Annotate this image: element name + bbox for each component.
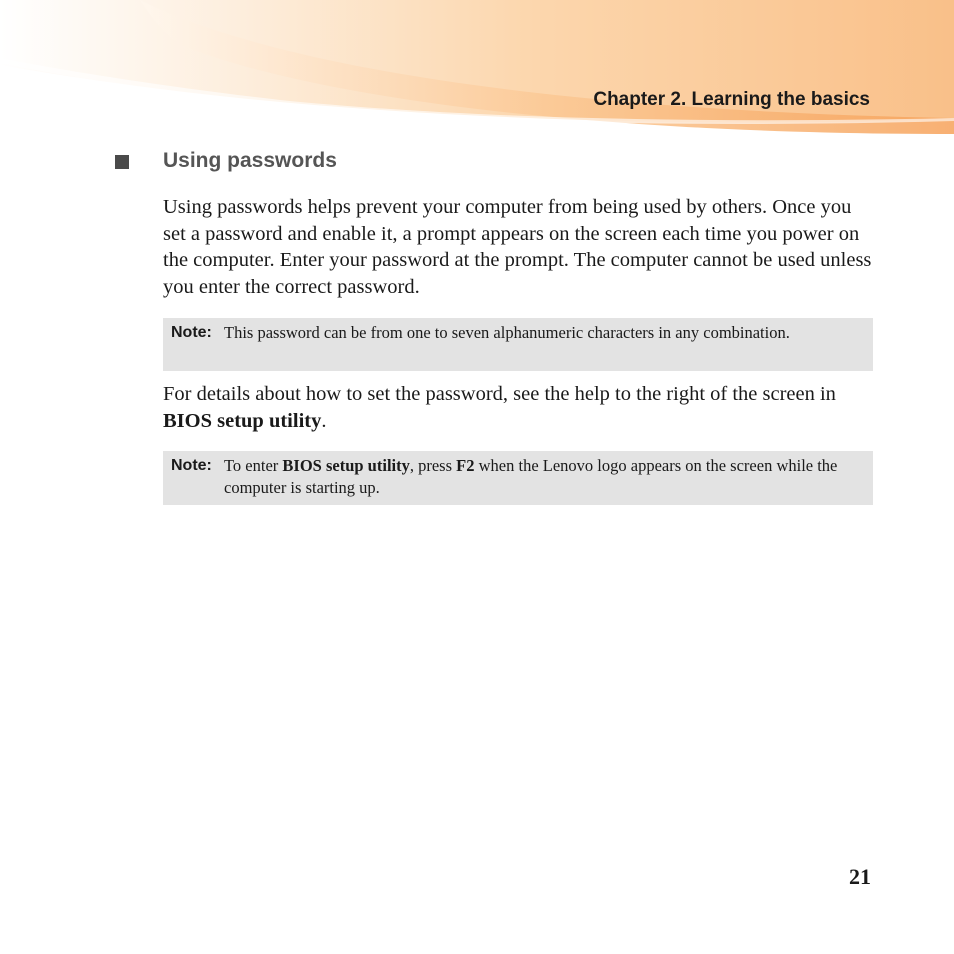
note-label: Note: xyxy=(171,324,212,341)
note-box xyxy=(163,451,873,505)
note-text: , press xyxy=(409,456,457,475)
note-label: Note: xyxy=(171,457,212,474)
chapter-title: Chapter 2. Learning the basics xyxy=(593,89,870,110)
f2-key-term: F2 xyxy=(456,456,475,475)
bios-setup-utility-term: BIOS setup utility xyxy=(163,409,322,432)
paragraph-text: . xyxy=(321,409,327,432)
section-heading: Using passwords xyxy=(163,149,337,172)
square-bullet-icon xyxy=(115,155,129,169)
note-box xyxy=(163,318,873,371)
note-text: when the Lenovo logo appears on the screen while the computer is starting up. xyxy=(224,456,838,497)
body-paragraph xyxy=(163,381,875,434)
page-number: 21 xyxy=(849,864,871,889)
header-decoration xyxy=(0,0,954,140)
note-text: To enter xyxy=(224,456,283,475)
body-paragraph: Using passwords helps prevent your computer from being used by others. Once you set a password and enable it, a prompt appears on the screen each time you power on the computer. Enter your password at the prompt. The computer cannot be used unless you enter the correct password. xyxy=(163,196,872,299)
note-text: This password can be from one to seven alphanumeric characters in any combination. xyxy=(224,323,790,342)
paragraph-text: For details about how to set the password, see the help to the right of the screen in xyxy=(163,383,836,405)
bios-setup-utility-term: BIOS setup utility xyxy=(282,456,410,475)
